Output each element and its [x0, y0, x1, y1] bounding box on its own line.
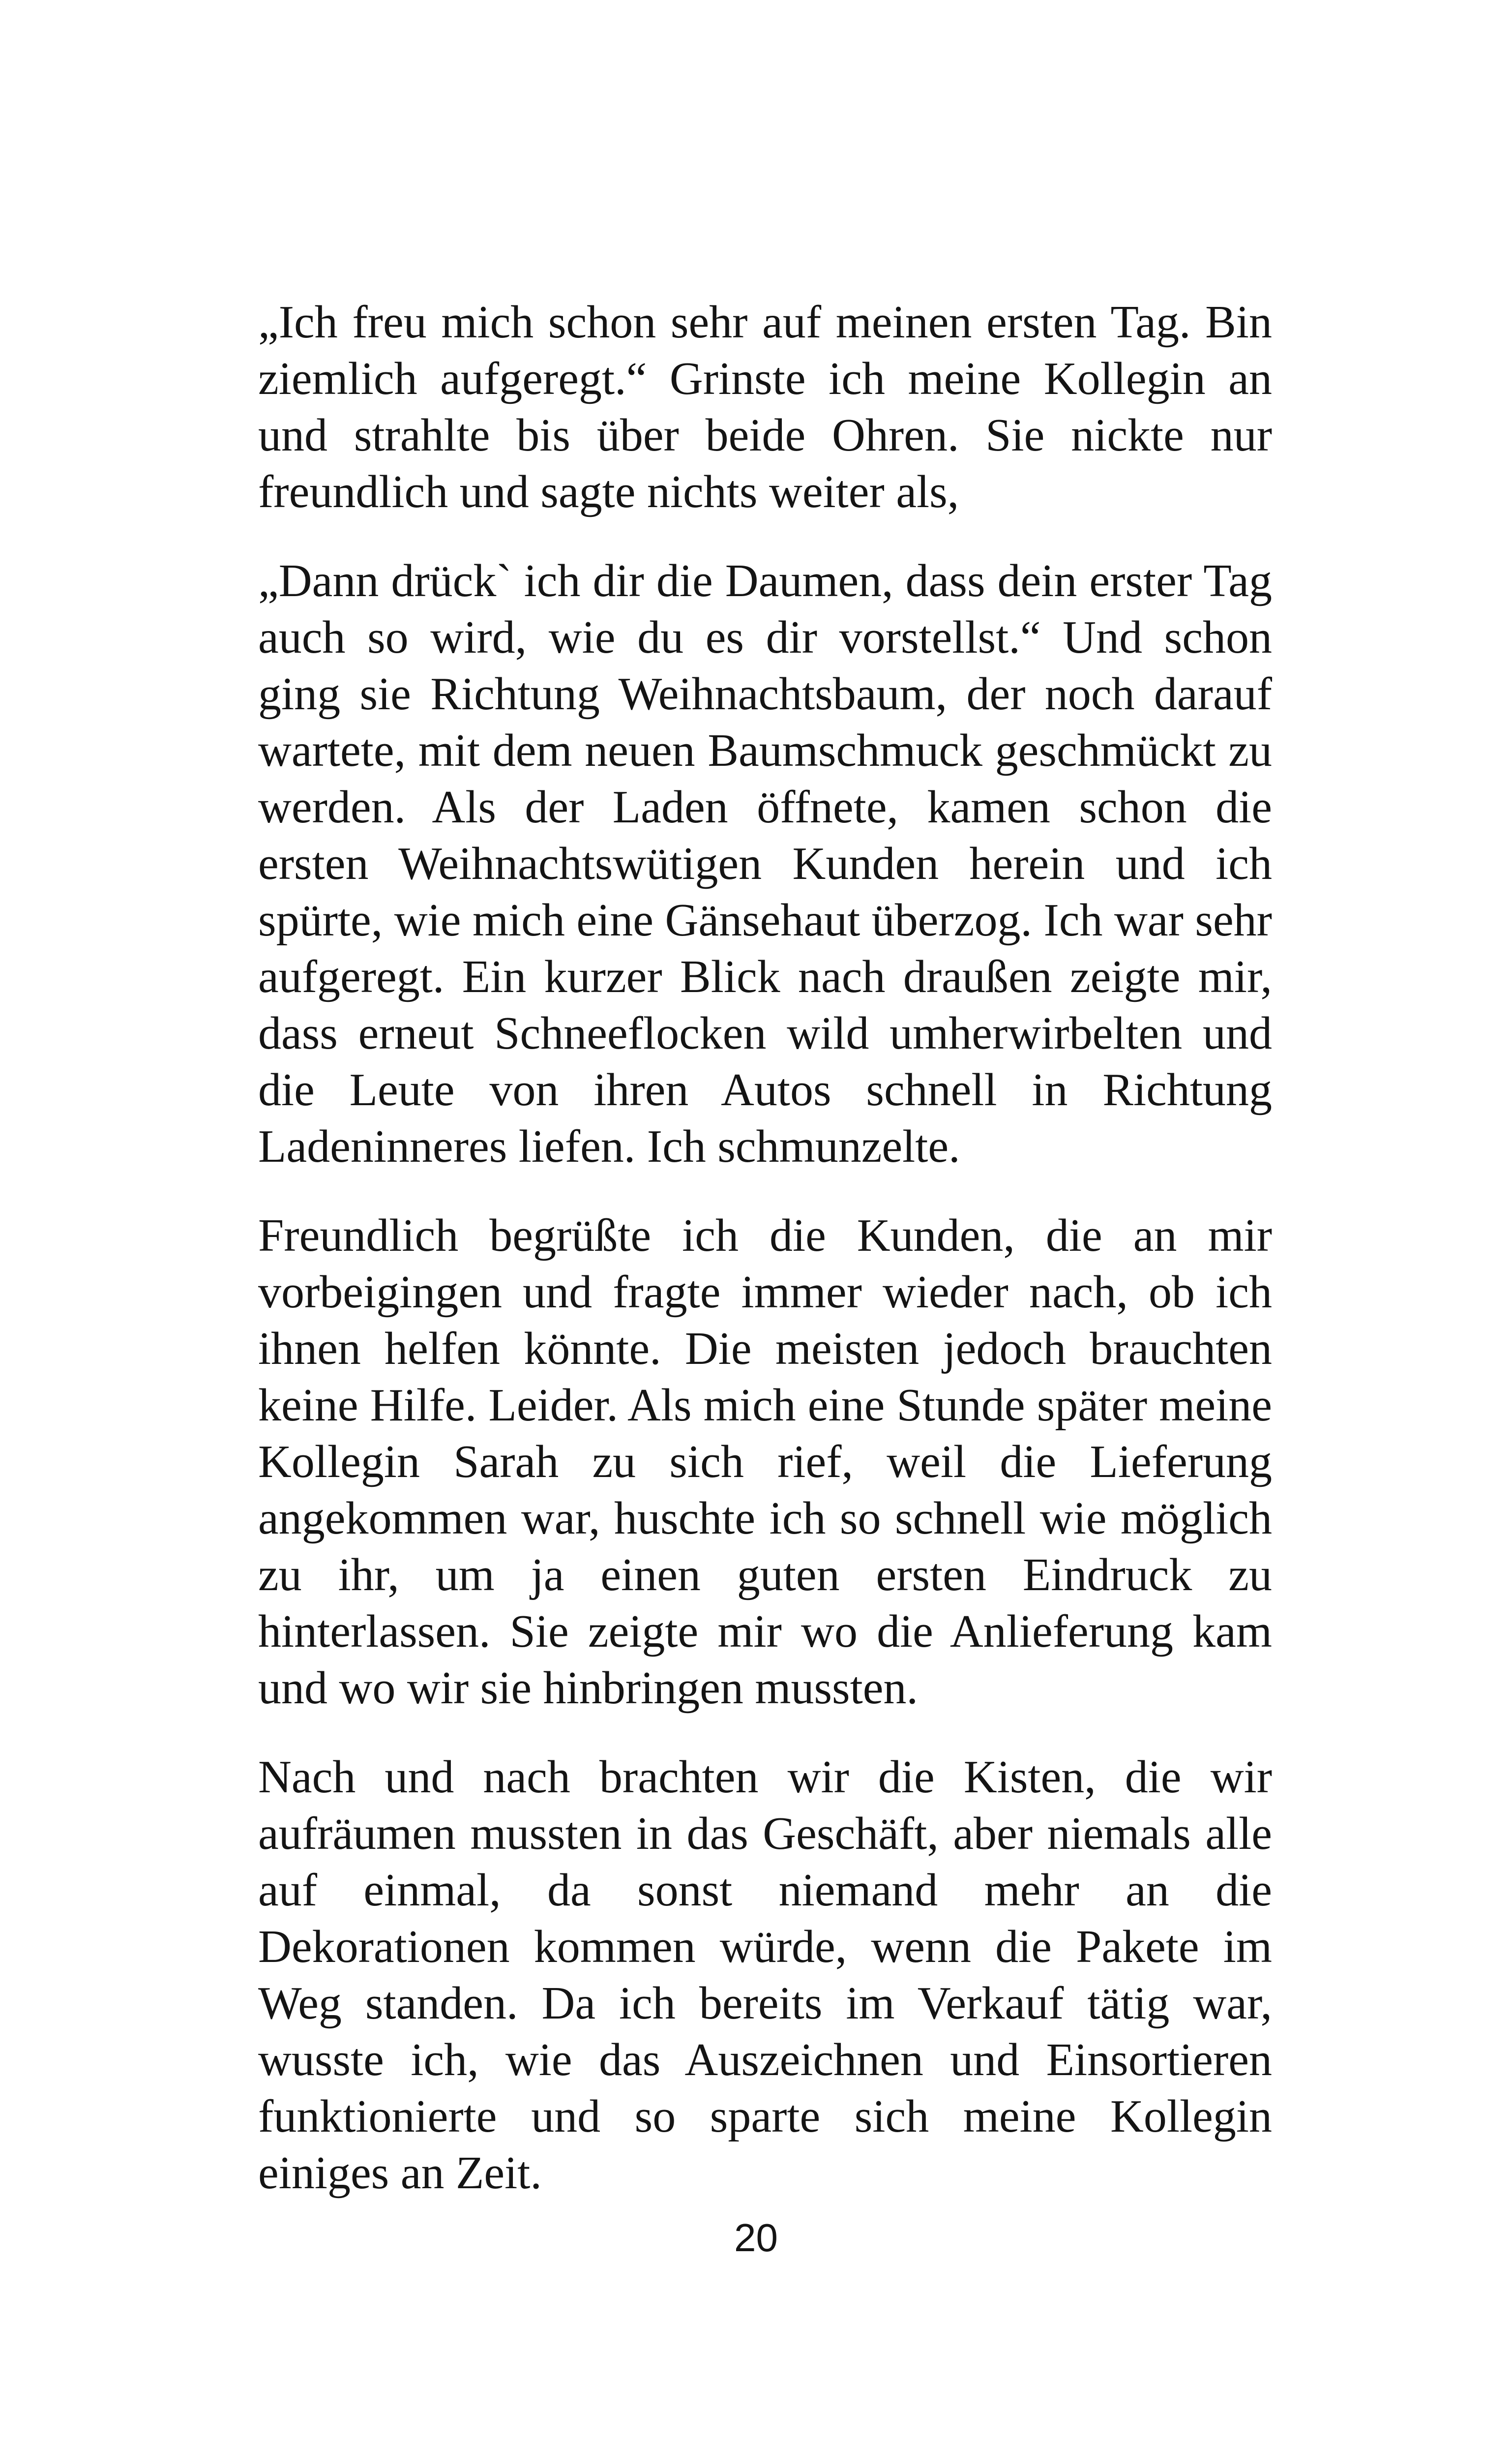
paragraph-4: Nach und nach brachten wir die Kisten, die wir aufräumen mussten in das Geschäft, aber niemals alle auf einmal, da sonst niemand mehr an die Dekorationen kommen würde, wenn die Pakete im Weg standen. Da ich bereits im Verkauf tätig war, wusste ich, wie das Auszeichnen und Einsortieren funktionierte und so sparte sich meine Kollegin einiges an Zeit.	[258, 1751, 1272, 2199]
paragraph-2: „Dann drück` ich dir die Daumen, dass dein erster Tag auch so wird, wie du es dir vorstellst.“ Und schon ging sie Richtung Weihnachtsbaum, der noch darauf wartete, mit dem neuen Baumschmuck geschmückt zu werden. Als der Laden öffnete, kamen schon die ersten Weihnachtswütigen Kunden herein und ich spürte, wie mich eine Gänsehaut überzog. Ich war sehr aufgeregt. Ein kurzer Blick nach draußen zeigte mir, dass erneut Schneeflocken wild umherwirbelten und die Leute von ihren Autos schnell in Richtung Ladeninneres liefen. Ich schmunzelte.	[258, 555, 1272, 1172]
page-number: 20	[734, 2216, 778, 2260]
paragraph-3: Freundlich begrüßte ich die Kunden, die an mir vorbeigingen und fragte immer wieder nach, ob ich ihnen helfen könnte. Die meisten jedoch brauchten keine Hilfe. Leider. Als mich eine Stunde später meine Kollegin Sarah zu sich rief, weil die Lieferung angekommen war, huschte ich so schnell wie möglich zu ihr, um ja einen guten ersten Eindruck zu hinterlassen. Sie zeigte mir wo die Anlieferung kam und wo wir sie hinbringen mussten.	[258, 1210, 1272, 1714]
body-text	[258, 294, 1272, 2234]
paragraph-1: „Ich freu mich schon sehr auf meinen ersten Tag. Bin ziemlich aufgeregt.“ Grinste ich meine Kollegin an und strahlte bis über beide Ohren. Sie nickte nur freundlich und sagte nichts weiter als,	[258, 297, 1272, 517]
